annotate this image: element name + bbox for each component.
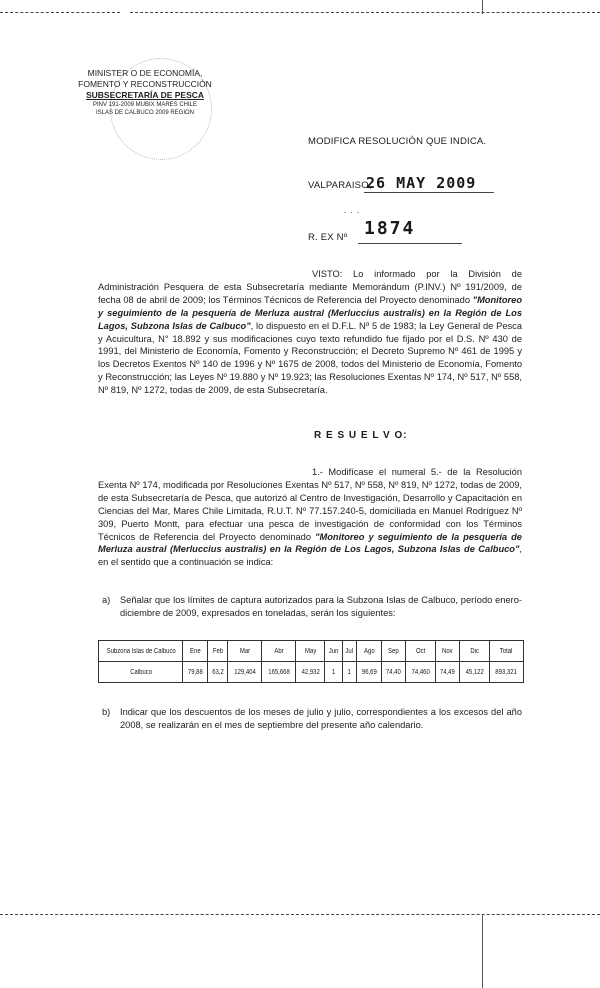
table-cell: Calbuco: [105, 662, 177, 683]
resuelvo-project-name: "Monitoreo y seguimiento de la pesquería de Merluza austral (Merluccius australis) en la Región de Los Lagos, Subzona Islas de Calbuco": [98, 531, 522, 555]
subsecretaria-header: SUBSECRETARÍA DE PESCA: [85, 90, 205, 100]
table-cell: 1: [326, 662, 341, 683]
date-underline: [364, 192, 494, 193]
table-cell: 42,932: [298, 662, 323, 683]
resuelvo-paragraph-1: [98, 466, 522, 569]
number-underline: [358, 243, 462, 244]
table-header-cell: Feb: [209, 641, 226, 662]
table-header-row: [99, 641, 524, 662]
top-margin-mark: [482, 0, 483, 14]
item-b-text: Indicar que los descuentos de los meses de julio y julio, correspondientes a los excesos del año 2008, se realizarán en el mes de septiembre del presente año calendario.: [120, 707, 522, 730]
resuelvo-text-end: , en el sentido que a continuación se indica:: [98, 544, 522, 568]
visto-paragraph: [98, 268, 522, 397]
table-header-cell: Sep: [383, 641, 404, 662]
resolution-number-label: R. EX Nº: [308, 232, 348, 243]
visto-text-part2: , lo dispuesto en el D.F.L. Nº 5 de 1983; la Ley General de Pesca y Acuicultura, N° 18.892 y sus modificaciones cuyo texto refundido fue fijado por el D.S. Nº 430 de 1991, del Ministerio de Economía, Fomento y Reconstrucción; el Decreto Supremo Nº 461 de 1995 y los Decretos Exentos Nº 140 de 1996 y Nº 1675 de 2008, todos del Ministerio de Economía, Fomento y Reconstrucción; las Leyes Nº 19.880 y Nº 19.923; las Resoluciones Exentas Nº 174, Nº 517, Nº 558, Nº 819, Nº 1272, todas de 2009, de esta Subsecretaría.: [98, 320, 522, 396]
resolution-number: 1874: [364, 218, 416, 239]
document-date: 26 MAY 2009: [366, 174, 477, 192]
table-header-cell: Ene: [185, 641, 206, 662]
table-cell: 74,40: [383, 662, 404, 683]
table-cell: 74,460: [408, 662, 433, 683]
number-dots: . . .: [344, 206, 361, 215]
table-cell: 1: [343, 662, 355, 683]
ministry-header-line1: MINISTER O DE ECONOMÍA,: [87, 68, 203, 78]
table-cell: 74,49: [437, 662, 458, 683]
bottom-margin-mark: [482, 914, 483, 988]
table-cell: 79,88: [185, 662, 206, 683]
resuelvo-heading: R E S U E L V O:: [314, 430, 408, 441]
resuelvo-text-part1: 1.- Modifícase el numeral 5.- de la Resolución Exenta Nº 174, modificada por Resoluciones Exentas Nº 517, Nº 558, Nº 819, Nº 1272, todas de 2009, de esta Subsecretaría de Pesca, que autorizó al Centro de Investigación, Desarrollo y Capacitación en Ciencias del Mar, Mares Chile Limitada, R.U.T. Nº 77.157.240-5, domiciliada en Manuel Rodríguez Nº 309, Puerto Montt, para efectuar una pesca de investigación de conformidad con los Términos Técnicos de Referencia del Proyecto denominado: [98, 467, 522, 542]
item-a-label: a): [102, 595, 111, 605]
table-header-cell: Oct: [408, 641, 433, 662]
table-header-cell: Subzona Islas de Calbuco: [105, 641, 177, 662]
bottom-border-line: [0, 914, 600, 915]
table-cell: 63,2: [209, 662, 226, 683]
catch-limits-table: [98, 640, 524, 683]
document-title: MODIFICA RESOLUCIÓN QUE INDICA.: [308, 136, 487, 147]
ministry-header-line2: FOMENTO Y RECONSTRUCCIÓN: [78, 79, 212, 89]
item-a-text: Señalar que los límites de captura autorizados para la Subzona Islas de Calbuco, período enero-diciembre de 2009, expresados en toneladas, serán los siguientes:: [120, 595, 522, 618]
table-cell: 45,122: [462, 662, 487, 683]
project-reference-line1: PINV 191-2009 MUBIX MARES CHILE: [92, 102, 198, 108]
visto-project-name: "Monitoreo y seguimiento de la pesquería de Merluza austral (Merluccius australis) en la Región de Los Lagos, Subzona Islas de Calbuco": [98, 294, 522, 331]
top-border-line-right: [130, 12, 600, 13]
table-cell: 96,69: [358, 662, 379, 683]
table-header-cell: Ago: [358, 641, 379, 662]
place-label: VALPARAISO,: [308, 180, 372, 191]
visto-text-part1: VISTO: Lo informado por la División de Administración Pesquera de esta Subsecretaría mediante Memorándum (P.INV.) Nº 191/2009, de fecha 08 de abril de 2009; los Términos Técnicos de Referencia del Proyecto denominado: [98, 269, 522, 305]
table-header-cell: Jun: [326, 641, 341, 662]
table-header-cell: Abr: [264, 641, 293, 662]
table-header-cell: Dic: [462, 641, 487, 662]
project-reference-line2: ISLAS DE CALBUCO 2009 REGION: [95, 110, 195, 116]
top-border-line-left: [0, 12, 120, 13]
table-header-cell: Nov: [437, 641, 458, 662]
item-b-label: b): [102, 707, 111, 717]
table-cell: 893,321: [492, 662, 521, 683]
table-cell: 165,668: [264, 662, 293, 683]
table-header-cell: Jul: [343, 641, 355, 662]
table-row: [99, 662, 524, 683]
table-header-cell: Total: [492, 641, 521, 662]
table-header-cell: Mar: [230, 641, 259, 662]
table-header-cell: May: [298, 641, 323, 662]
table-cell: 129,404: [230, 662, 259, 683]
